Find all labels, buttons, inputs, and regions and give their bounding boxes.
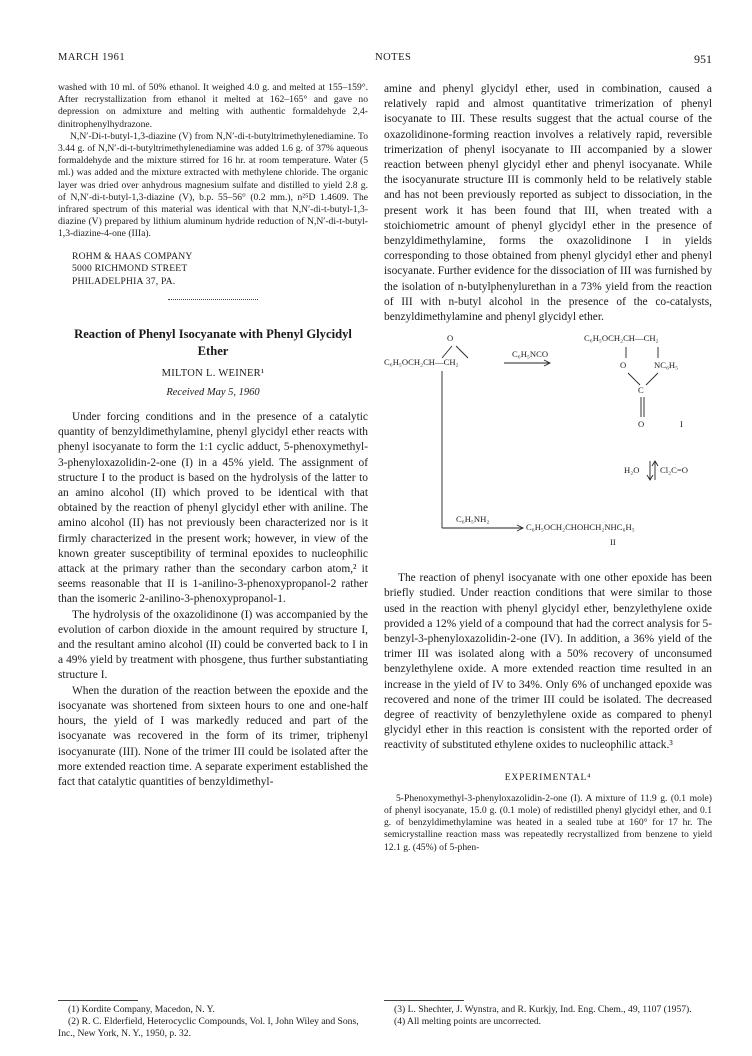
hydrolysis-reagent: H₂O (624, 465, 640, 476)
experimental-section (384, 793, 712, 854)
body-paragraph: amine and phenyl glycidyl ether, used in combination, caused a relatively rapid and almost quantitative trimerization of phenyl isocyanate to III. These results suggest that the actual course of the oxazolidinone-forming reaction involves a relatively rapid, reversible trimerization of phenyl isocyanate to III accompanied by a slower reaction between phenyl glycidyl ether and phenyl isocyanate. While the isocyanurate structure III is commonly held to be relatively stable and has not been previously reported as subject to dissociation, in the present work it has been found that III, when treated with a stoichiometric amount of phenyl glycidyl ether in the presence of benzyldimethylamine, forms the oxazolidinone I in yields corresponding to those obtained from phenyl glycidyl ether and phenyl isocyanate. Further evidence for the dissociation of III was furnished by the isolation of n-butylphenylurethan in a 73% yield from the reaction of III with n-butyl alcohol in the presence of the co-catalysts, benzyldimethylamine and phenyl glycidyl ether. (384, 83, 713, 324)
footnote: (3) L. Shechter, J. Wynstra, and R. Kurkjy, Ind. Eng. Chem., 49, 1107 (1957). (394, 1004, 692, 1015)
section-divider (168, 299, 258, 300)
article-body-left (58, 410, 368, 790)
phosgene-reagent: Cl₂C=O (660, 465, 688, 476)
footnote-rule (58, 1000, 138, 1001)
footnote-rule (384, 1000, 464, 1001)
footnote: (4) All melting points are uncorrected. (394, 1016, 542, 1027)
footnote: (1) Kordite Company, Macedon, N. Y. (68, 1004, 215, 1015)
reagent-isocyanate: C₆H₅NCO (512, 349, 549, 360)
address-line: 5000 RICHMOND STREET (72, 263, 188, 275)
running-header-date: MARCH 1961 (58, 52, 126, 63)
body-paragraph: When the duration of the reaction between the epoxide and the isocyanate was shortened from sixteen hours to one and one-half hours, the yield of I was markedly reduced and part of the isocyanate was recovered in the form of its trimer, triphenyl isocyanurate (III). None of the trimer III could be isolated after the more extended reaction time. A separate experiment established the fact that catalytic quantities of benzyldimethyl- (58, 684, 368, 788)
carbonyl-oxygen: O (638, 419, 645, 430)
running-header-section: NOTES (375, 52, 412, 63)
previous-article-paragraph: N,N′-Di-t-butyl-1,3-diazine (V) from N,N′-di-t-butyltrimethylenediamine. To 3.44 g. of N,N′-di-t-butyltrimethylenediamine was added 1.6 g. of 37% aqueous formaldehyde and the mixture stirred for 16 hr. at room temperature. Water (5 ml.) was added and the mixture extracted with methylene chloride. The organic layer was dried over anhydrous magnesium sulfate and distilled to yield 2.8 g. of N,N′-di-t-butyl-1,3-diazine (V), b.p. 55–56° (0.2 mm.), n²⁵D 1.4609. The infrared spectrum of this material was identical with that N,N′-di-t-butyl-1,3-diazine (V) prepared by lithium aluminum hydride reduction of N,N′-di-t-butyl-1,3-diazine-4-one (IIIa). (58, 130, 368, 240)
reaction-scheme (384, 333, 712, 565)
article-author: MILTON L. WEINER¹ (161, 368, 265, 380)
body-paragraph: Under forcing conditions and in the presence of a catalytic quantity of benzyldimethylamine, phenyl glycidyl ether reacts with phenyl isocyanate to form the 1:1 cyclic adduct, 5-phenoxymethyl-3-phenyloxazolidin-2-one (I) in a 45% yield. The assignment of structure I to the product is based on the hydrolysis of the latter to an amino alcohol (II) which proved to be identical with that obtained by the reaction of phenyl glycidyl ether with aniline. The amino alcohol (II) has not previously been characterized nor is it firmly characterized in the present work; however, in view of the known greater susceptibility of terminal epoxides to nucleophilic attack at the primary rather than the secondary carbon atom,² it seems reasonable that II is 1-anilino-3-phenoxypropanol-2 rather than the isomeric 2-anilino-3-phenoxypropanol-1. (58, 411, 368, 606)
compound-label-I: I (680, 419, 683, 430)
product-side-chain: C₆H₅OCH₂CH—CH₂ (584, 333, 659, 344)
previous-article-end (58, 82, 368, 241)
article-body-right (384, 82, 712, 325)
article-title: Reaction of Phenyl Isocyanate with Phenyl Glycidyl Ether (74, 327, 352, 359)
footnotes-right (384, 1004, 712, 1028)
ring-oxygen: O (620, 360, 627, 371)
body-paragraph: The hydrolysis of the oxazolidinone (I) was accompanied by the evolution of carbon dioxide in the amount required by structure I, and the resultant amino alcohol (II) could be converted back to I in a 49% yield by treatment with phosgene, thus further substantiating structure I. (58, 608, 368, 682)
compound-label-II: II (610, 537, 616, 548)
experimental-paragraph: 5-Phenoxymethyl-3-phenyloxazolidin-2-one (I). A mixture of 11.9 g. (0.1 mole) of phenyl isocyanate, 15.0 g. (0.1 mole) of redistilled phenyl glycidyl ether, and 0.1 g. of benzyldimethylamine was heated in a sealed tube at 160° for 17 hr. The semicrystalline reaction mass was repeatedly recrystallized from benzene to yield 12.1 g. (45%) of 5-phen- (384, 792, 712, 853)
footnote: (2) R. C. Elderfield, Heterocyclic Compounds, Vol. I, John Wiley and Sons, Inc., New York, N. Y., 1950, p. 32. (58, 1016, 359, 1039)
address-line: ROHM & HAAS COMPANY (72, 250, 193, 262)
page-number: 951 (694, 52, 712, 66)
previous-article-paragraph: washed with 10 ml. of 50% ethanol. It weighed 4.0 g. and melted at 155–159°. After recrystallization from ethanol it melted at 162–165° and gave no depression on admixture and melting with authentic formaldehyde 2,4-dinitrophenylhydrazone. (58, 82, 368, 130)
address-line: PHILADELPHIA 37, PA. (72, 276, 176, 288)
received-date: Received May 5, 1960 (166, 387, 260, 399)
footnotes-left (58, 1004, 368, 1040)
body-paragraph: The reaction of phenyl isocyanate with one other epoxide has been briefly studied. Under reaction conditions that were similar to those used in the reaction with phenyl glycidyl ether, benzylethylene oxide provided a 12% yield of a compound that had the correct analysis for 5-benzyl-3-phenyloxazolidin-2-one (IV). In addition, a 36% yield of the trimer III was isolated along with a 50% recovery of unconsumed benzylethylene oxide. A more extended reaction time resulted in an increase in the yield of IV to 34%. Only 6% of unchanged epoxide was recovered and none of the trimer III could be isolated. The decreased degree of reactivity of benzylethylene oxide as compared to phenyl glycidyl ether in this reaction is consistent with the reported order of reactivity of substituted ethylene oxides to nucleophilic attack.³ (384, 572, 712, 752)
left-column (58, 82, 368, 790)
reactant-formula: C₆H₅OCH₂CH—CH₂ (384, 357, 459, 368)
author-address (72, 251, 368, 289)
ring-carbonyl-carbon: C (638, 385, 644, 396)
epoxide-oxygen: O (447, 333, 454, 344)
experimental-heading: EXPERIMENTAL⁴ (504, 771, 592, 783)
article-body-right-continued (384, 571, 712, 753)
right-column (384, 82, 712, 854)
ring-nitrogen: NC₆H₅ (654, 360, 679, 371)
reagent-aniline: C₆H₅NH₂ (456, 514, 490, 525)
amino-alcohol-formula: C₆H₅OCH₂CHOHCH₂NHC₆H₅ (526, 522, 635, 533)
